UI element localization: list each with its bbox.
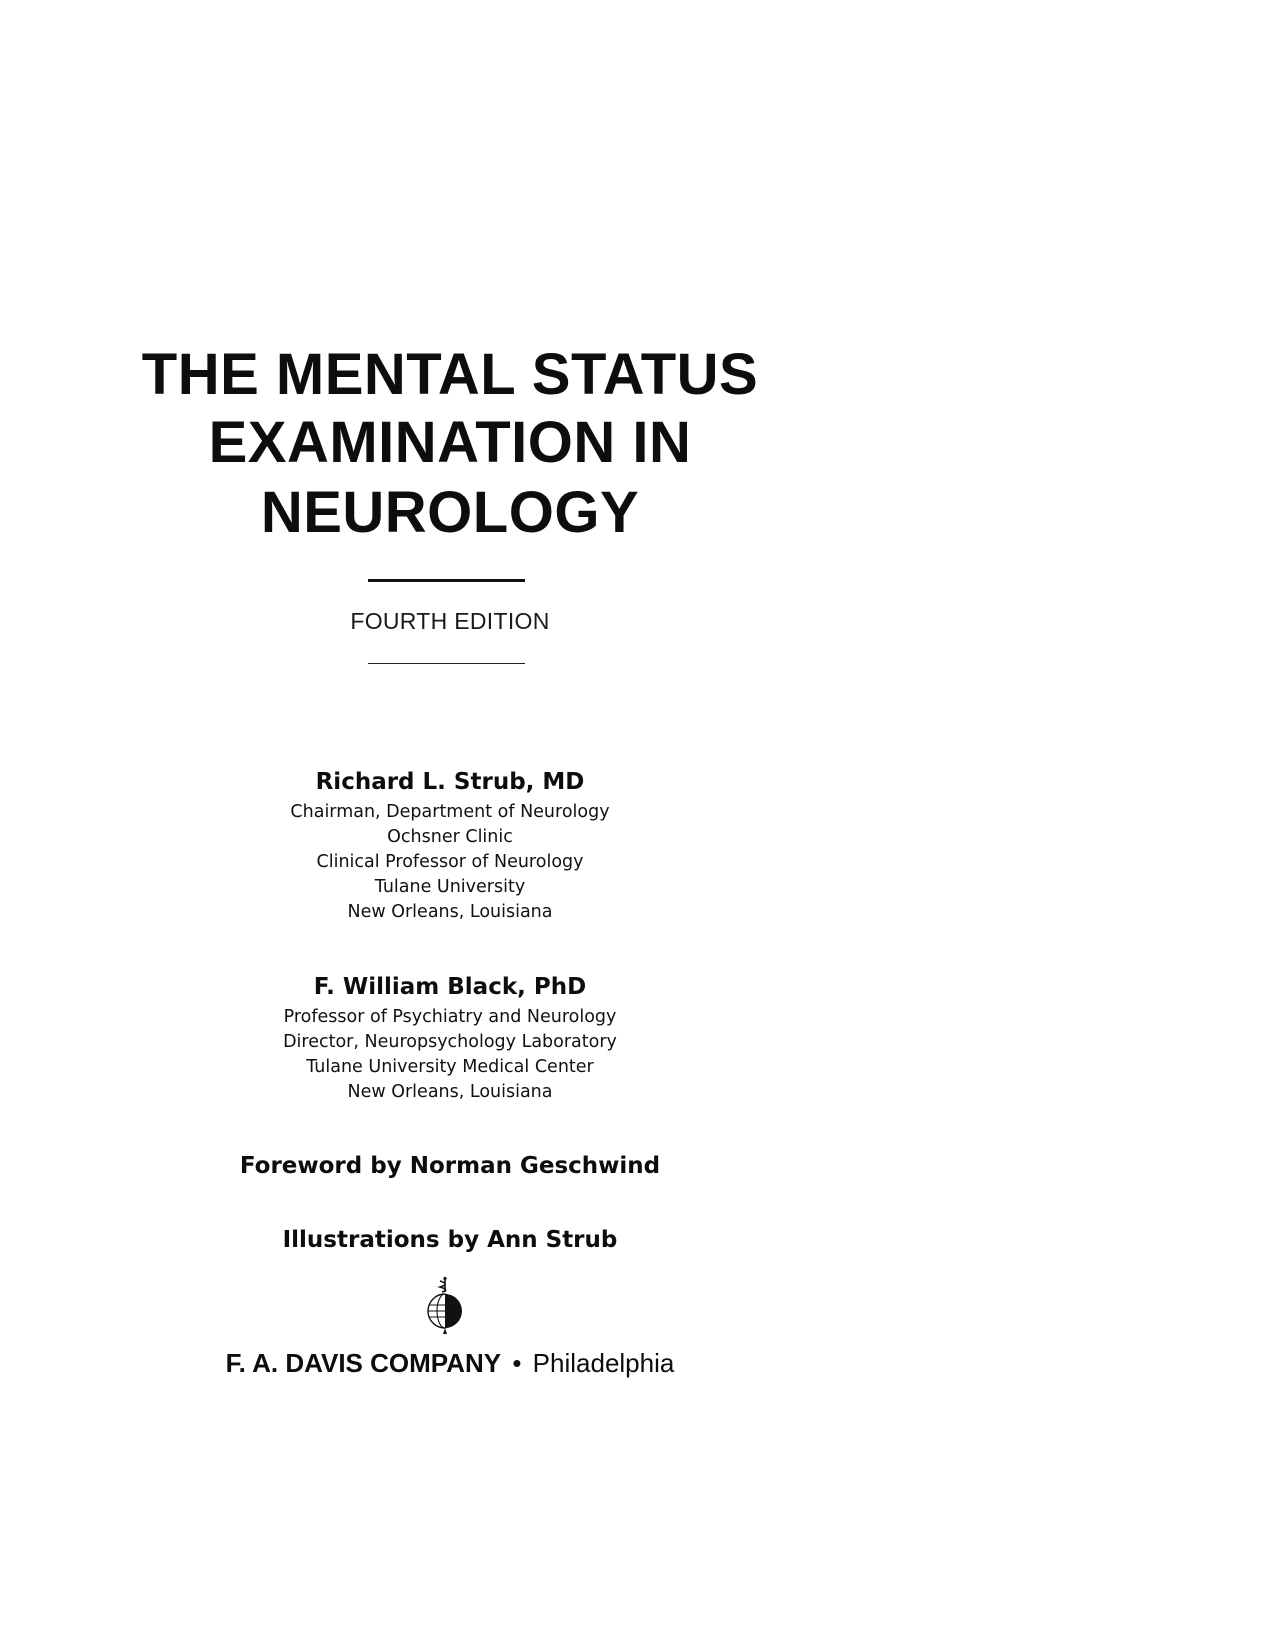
author-affiliations-strub bbox=[110, 800, 790, 925]
edition-rule-bottom bbox=[368, 663, 525, 664]
edition-rule-top bbox=[368, 579, 525, 582]
affiliation-line: Professor of Psychiatry and Neurology bbox=[283, 1007, 617, 1027]
author-name-black: F. William Black, PhD bbox=[313, 974, 587, 1000]
affiliation-line: Tulane University bbox=[374, 877, 526, 897]
book-title-line-3: NEUROLOGY bbox=[260, 480, 640, 545]
illustrations-credit: Illustrations by Ann Strub bbox=[282, 1227, 618, 1253]
author-name-strub: Richard L. Strub, MD bbox=[315, 769, 585, 795]
globe-caduceus-logo-icon bbox=[420, 1276, 470, 1336]
affiliation-line: Clinical Professor of Neurology bbox=[316, 852, 584, 872]
edition-label: FOURTH EDITION bbox=[350, 608, 550, 634]
publisher-line bbox=[110, 1348, 790, 1378]
affiliation-line: Ochsner Clinic bbox=[387, 827, 513, 847]
affiliation-line: Director, Neuropsychology Laboratory bbox=[283, 1032, 617, 1052]
affiliation-line: Tulane University Medical Center bbox=[306, 1057, 594, 1077]
publisher-city: Philadelphia bbox=[532, 1348, 675, 1378]
affiliation-line: Chairman, Department of Neurology bbox=[290, 802, 610, 822]
foreword-credit: Foreword by Norman Geschwind bbox=[239, 1153, 661, 1179]
affiliation-line: New Orleans, Louisiana bbox=[347, 902, 553, 922]
author-affiliations-black bbox=[110, 1005, 790, 1105]
publisher-name: F. A. DAVIS COMPANY bbox=[225, 1348, 502, 1378]
publisher-separator: • bbox=[512, 1348, 522, 1378]
book-title-line-2: EXAMINATION IN bbox=[208, 410, 692, 475]
affiliation-line: New Orleans, Louisiana bbox=[347, 1082, 553, 1102]
book-title-line-1: THE MENTAL STATUS bbox=[141, 342, 759, 407]
